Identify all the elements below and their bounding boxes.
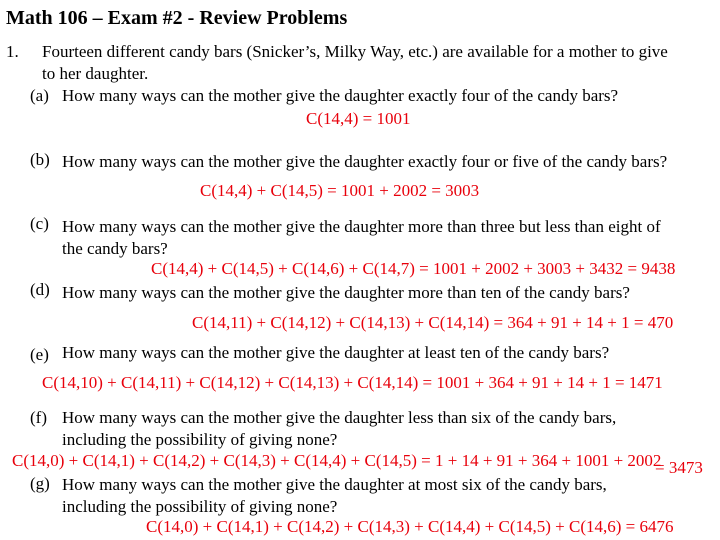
problem-text: Fourteen different candy bars (Snicker’s, Milky Way, etc.) are available for a mother to give <box>42 42 668 61</box>
answer-g: C(14,0) + C(14,1) + C(14,2) + C(14,3) + C(14,4) + C(14,5) + C(14,6) = 6476 <box>146 517 674 536</box>
answer-f: C(14,0) + C(14,1) + C(14,2) + C(14,3) + C(14,4) + C(14,5) = 1 + 14 + 91 + 364 + 1001 + 2002 <box>12 451 662 470</box>
question-f: How many ways can the mother give the daughter less than six of the candy bars, <box>62 408 617 427</box>
answer-c: C(14,4) + C(14,5) + C(14,6) + C(14,7) = 1001 + 2002 + 3003 + 3432 = 9438 <box>151 259 676 278</box>
question-f: including the possibility of giving none? <box>62 430 338 449</box>
question-e: How many ways can the mother give the daughter at least ten of the candy bars? <box>62 343 610 362</box>
answer-b: C(14,4) + C(14,5) = 1001 + 2002 = 3003 <box>200 181 480 200</box>
problem-text: to her daughter. <box>42 64 149 83</box>
question-a: How many ways can the mother give the daughter exactly four of the candy bars? <box>62 86 619 105</box>
part-label-b: (b) <box>30 150 50 169</box>
part-label-c: (c) <box>30 214 49 233</box>
part-label-f: (f) <box>30 408 47 427</box>
answer-d: C(14,11) + C(14,12) + C(14,13) + C(14,14) = 364 + 91 + 14 + 1 = 470 <box>192 313 674 332</box>
question-g: including the possibility of giving none? <box>62 497 338 516</box>
part-label-a: (a) <box>30 86 49 105</box>
answer-f-total: = 3473 <box>655 458 703 477</box>
question-b: How many ways can the mother give the daughter exactly four or five of the candy bars? <box>62 152 668 171</box>
answer-e: C(14,10) + C(14,11) + C(14,12) + C(14,13) + C(14,14) = 1001 + 364 + 91 + 14 + 1 = 1471 <box>42 373 663 392</box>
part-label-e: (e) <box>30 345 49 364</box>
answer-a: C(14,4) = 1001 <box>306 109 411 128</box>
question-c: the candy bars? <box>62 239 168 258</box>
page-title: Math 106 – Exam #2 - Review Problems <box>6 7 348 29</box>
question-d: How many ways can the mother give the daughter more than ten of the candy bars? <box>62 283 630 302</box>
question-c: How many ways can the mother give the daughter more than three but less than eight of <box>62 217 661 236</box>
part-label-g: (g) <box>30 474 50 493</box>
problem-number: 1. <box>6 42 19 61</box>
question-g: How many ways can the mother give the daughter at most six of the candy bars, <box>62 475 607 494</box>
part-label-d: (d) <box>30 280 50 299</box>
